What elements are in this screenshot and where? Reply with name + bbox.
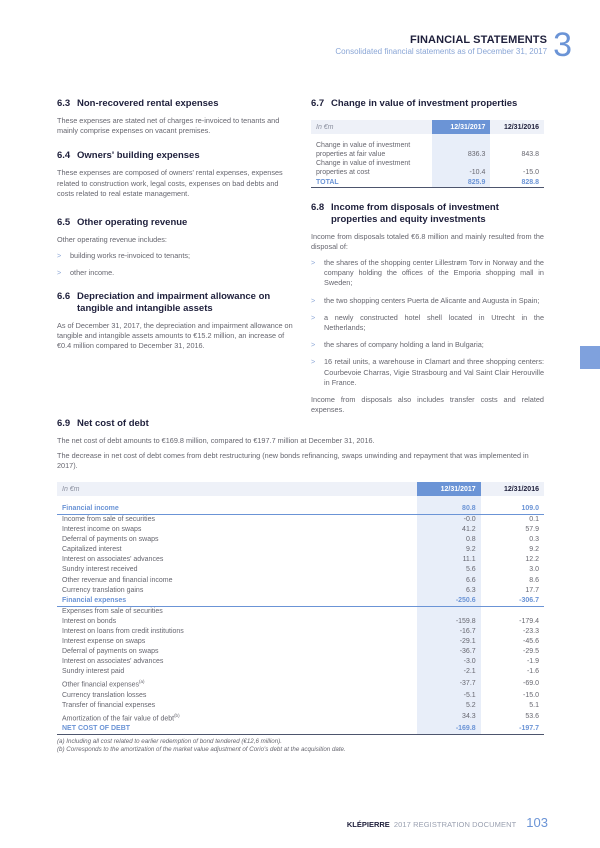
bullet-list [311,258,544,388]
right-column [311,98,544,431]
chevron-right-icon: > [311,295,316,305]
document-name: 2017 REGISTRATION DOCUMENT [393,820,517,829]
footnote-marker: (b) [174,712,180,718]
footnote: (b) Corresponds to the amortization of the market value adjustment of Corio's debt at the acquisition date. [57,746,346,754]
financial-expenses-row: Financial expenses -250.6 -306.7 [57,596,544,607]
bullet-list [57,251,293,278]
section-text: As of December 31, 2017, the depreciation and impairment allowance on tangible and intangible assets amounts to €15.2 million, an increase of €0.4 million compared to December 31, 2016. [57,320,293,351]
chevron-right-icon: > [311,357,316,367]
chapter-tab-marker [580,346,600,369]
footnote: (a) Including all cost related to earlier redemption of bond tendered (€12,6 million). [57,738,282,746]
page-number: 103 [526,815,548,830]
section-heading: 6.5 Other operating revenue [57,217,188,229]
table-row: Other financial expenses$^{(a)}$ -37.7 -69.0 [62,679,539,689]
list-item: > the shares of company holding a land in Bulgaria; [311,340,484,350]
table-row: Currency translation gains 6.3 17.7 [57,586,544,596]
table-footnotes [57,738,544,754]
list-item: > other income. [57,268,115,278]
column-header-2016: 12/31/2016 [481,482,544,496]
chevron-right-icon: > [57,251,62,261]
list-item: > the shares of the shopping center Lillestrøm Torv in Norway and the company holding the offices of the Emporia shopping mall in Sweden; [311,257,544,288]
unit-label: In €m [57,482,417,496]
table-row: Sundry interest paid -2.1 -1.6 [57,667,544,677]
section-text: These expenses are stated net of charges re-invoiced to tenants and mainly comprise expenses on vacant premises. [57,116,280,136]
table-row: Interest income on swaps 41.2 57.9 [57,525,544,535]
section-6-6 [57,291,293,352]
header-subtitle: Consolidated financial statements as of December 31, 2017 [335,47,548,56]
table-row: Change in value of investment properties at cost -10.4 -15.0 [316,160,539,176]
section-heading: 6.7 Change in value of investment properties [311,98,518,109]
section-text: The decrease in net cost of debt comes from debt restructuring (new bonds refinancing, swaps unwinding and repayment that was implemented in 2017). [57,451,529,471]
table-header-row [311,120,544,134]
table-total-row: TOTAL 825.9 828.8 [311,177,544,187]
table-row: Currency translation losses -5.1 -15.0 [57,691,544,701]
table-total-row: NET COST OF DEBT -169.8 -197.7 [57,724,544,735]
net-cost-of-debt-table-wrap [57,482,544,754]
table-row: Other revenue and financial income 6.6 8.6 [57,575,544,585]
section-text: The net cost of debt amounts to €169.8 million, compared to €197.7 million at December 31, 2016. [57,436,375,445]
chevron-right-icon: > [311,340,316,350]
net-cost-of-debt-table [57,482,544,735]
section-text: Other operating revenue includes: [57,235,167,245]
table-row: Change in value of investment properties at fair value 836.3 843.8 [316,142,539,158]
section-heading: 6.8 Income from disposals of investment properties and equity investments [311,201,499,225]
column-header-2016: 12/31/2016 [490,120,544,134]
section-6-3 [57,98,293,136]
table-row: Deferral of payments on swaps -36.7 -29.5 [57,647,544,657]
unit-label: In €m [311,120,432,134]
chevron-right-icon: > [311,312,316,322]
table-header-row [57,482,544,496]
investment-properties-table [311,120,544,188]
brand-name: KLÉPIERRE [346,820,390,829]
table-row: Expenses from sale of securities [57,606,544,617]
list-item: > a newly constructed hotel shell located in Utrecht in the Netherlands; [311,312,544,332]
section-6-9 [57,418,544,472]
footnote-marker: (a) [139,679,145,685]
section-heading: 6.6 Depreciation and impairment allowance on tangible and intangible assets [57,290,271,314]
table-row: Income from sale of securities -0.0 0.1 [62,516,539,523]
table-row: Interest expense on swaps -29.1 -45.6 [57,637,544,647]
left-column [57,98,293,367]
chevron-right-icon: > [57,268,62,278]
table-row: Deferral of payments on swaps 0.8 0.3 [57,535,544,545]
list-item: > 16 retail units, a warehouse in Clamart and three shopping centers: Courbevoie Charras, Vigie Strasbourg and Val Saint Clair Herouville in France. [311,357,544,387]
table-row: Amortization of the fair value of debt$^{(b)}$ 34.3 53.6 [62,712,539,723]
page-header [335,26,572,64]
section-heading: 6.4 Owners' building expenses [57,150,200,162]
section-text: Income from disposals totaled €6.8 million and mainly resulted from the disposal of: [311,231,544,251]
section-6-4 [57,150,293,199]
section-6-5 [57,217,293,279]
section-heading: 6.9 Net cost of debt [57,418,149,429]
financial-income-row: Financial income 80.8 109.0 [57,504,544,515]
table-row: Interest on associates' advances -3.0 -1.9 [57,657,544,667]
table-row: Interest on associates' advances 11.1 12.2 [57,555,544,565]
section-6-7 [311,98,544,188]
section-heading: 6.3 Non-recovered rental expenses [57,98,219,109]
table-row: Interest on bonds -159.8 -179.4 [57,617,544,627]
table-row: Sundry interest received 5.6 3.0 [57,565,544,575]
table-row: Interest on loans from credit institutions -16.7 -23.3 [57,627,544,637]
table-row: Capitalized interest 9.2 9.2 [57,545,544,555]
column-header-2017: 12/31/2017 [417,482,480,496]
chapter-number: 3 [553,26,572,64]
section-text: These expenses are composed of owners' rental expenses, expenses related to construction work, legal costs, expenses on bad debts and costs related to real estate management. [57,168,283,198]
section-text: Income from disposals also includes transfer costs and related expenses. [311,394,544,415]
table-row: Transfer of financial expenses 5.2 5.1 [57,701,544,711]
header-title: FINANCIAL STATEMENTS [410,34,548,46]
section-6-8 [311,202,544,416]
chevron-right-icon: > [311,257,316,267]
list-item: > the two shopping centers Puerta de Alicante and Augusta in Spain; [311,295,540,305]
column-header-2017: 12/31/2017 [432,120,490,134]
list-item: > building works re-invoiced to tenants; [57,251,191,261]
page-footer [347,815,548,830]
